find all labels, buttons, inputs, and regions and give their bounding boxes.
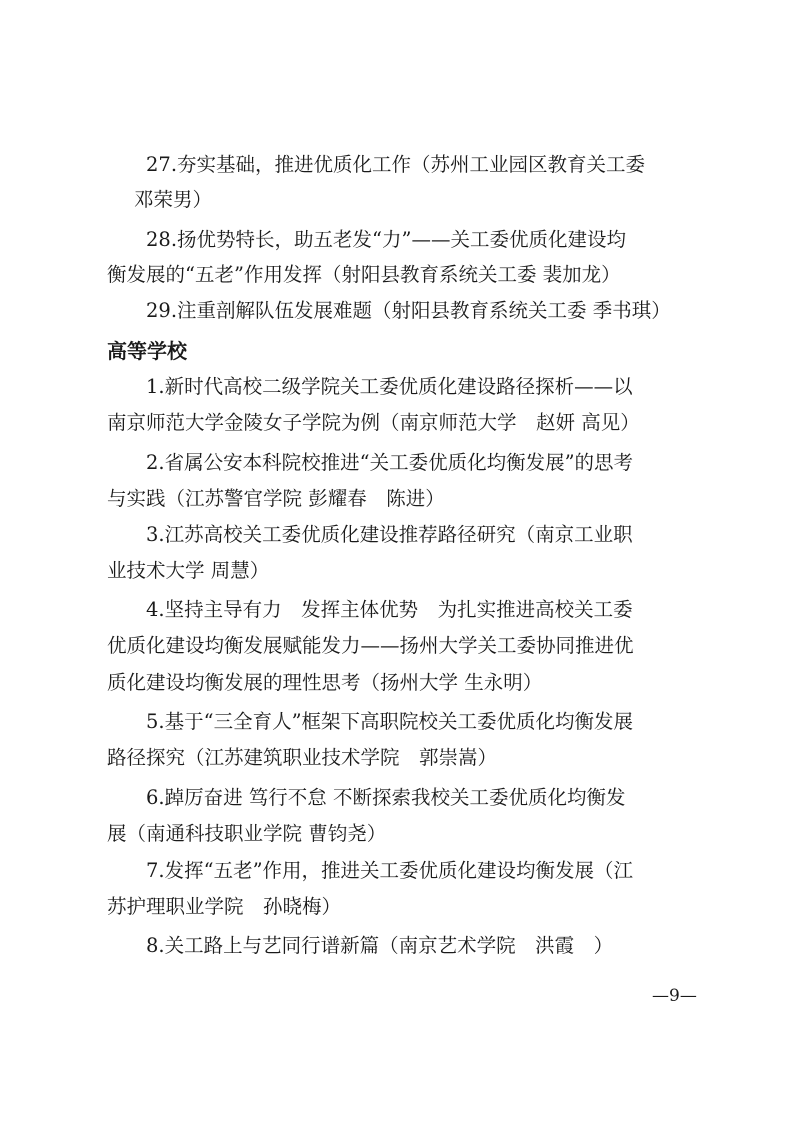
entry-3-line-1: 3.江苏高校关工委优质化建设推荐路径研究（南京工业职 <box>146 523 633 546</box>
entry-28-line-1: 28.扬优势特长，助五老发“力”——关工委优质化建设均 <box>146 228 626 251</box>
entry-27-line-2: 邓荣男） <box>134 188 213 211</box>
entry-8-line-1: 8.关工路上与艺同行谱新篇（南京艺术学院 洪霞 ） <box>146 934 614 957</box>
entry-28-line-2: 衡发展的“五老”作用发挥（射阳县教育系统关工委 裴加龙） <box>107 263 621 286</box>
entry-6-line-2: 展（南通科技职业学院 曹钧尧） <box>107 822 387 845</box>
entry-4-line-2: 优质化建设均衡发展赋能发力——扬州大学关工委协同推进优 <box>107 634 634 657</box>
entry-7-line-2: 苏护理职业学院 孙晓梅） <box>107 895 342 918</box>
entry-5-line-2: 路径探究（江苏建筑职业技术学院 郭崇嵩） <box>107 746 498 769</box>
entry-1-line-1: 1.新时代高校二级学院关工委优质化建设路径探析——以 <box>146 375 633 398</box>
entry-4-line-1: 4.坚持主导有力 发挥主体优势 为扎实推进高校关工委 <box>146 598 633 621</box>
entry-27-line-1: 27.夯实基础，推进优质化工作（苏州工业园区教育关工委 <box>146 153 646 176</box>
entry-29-line-1: 29.注重剖解队伍发展难题（射阳县教育系统关工委 季书琪） <box>146 299 671 322</box>
entry-5-line-1: 5.基于“三全育人”框架下高职院校关工委优质化均衡发展 <box>146 710 634 733</box>
entry-7-line-1: 7.发挥“五老”作用，推进关工委优质化建设均衡发展（江 <box>146 859 634 882</box>
page-number: —9— <box>652 986 697 1006</box>
entry-2-line-1: 2.省属公安本科院校推进“关工委优质化均衡发展”的思考 <box>146 451 634 474</box>
entry-4-line-3: 质化建设均衡发展的理性思考（扬州大学 生永明） <box>107 671 543 694</box>
entry-3-line-2: 业技术大学 周慧） <box>107 559 270 582</box>
entry-6-line-1: 6.踔厉奋进 笃行不怠 不断探索我校关工委优质化均衡发 <box>146 786 626 809</box>
entry-1-line-2: 南京师范大学金陵女子学院为例（南京师范大学 赵妍 高见） <box>107 411 640 434</box>
entry-2-line-2: 与实践（江苏警官学院 彭耀春 陈进） <box>107 487 445 510</box>
section-heading-higher-education: 高等学校 <box>107 339 187 363</box>
